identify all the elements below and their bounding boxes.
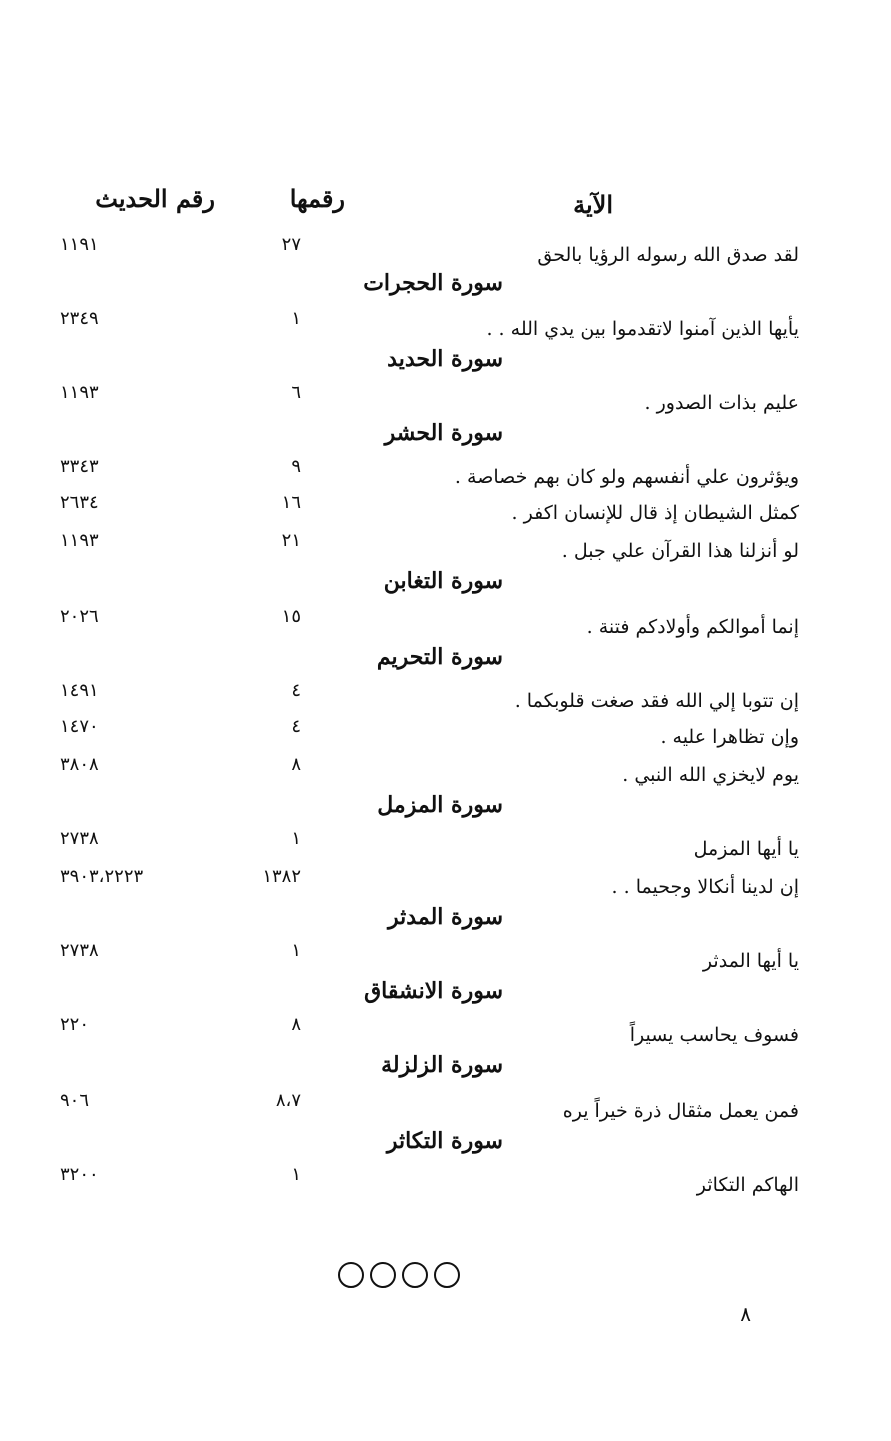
header-hadith-number: رقم الحديث xyxy=(95,184,215,213)
hadith-number: ١٤٧٠ xyxy=(60,716,99,737)
verse-number: ٨ xyxy=(291,1014,301,1035)
surah-heading: سورة التحريم xyxy=(376,644,503,670)
surah-heading: سورة الزلزلة xyxy=(381,1052,503,1078)
index-row xyxy=(0,828,891,868)
verse-text: يأيها الذين آمنوا لاتقدموا بين يدي الله . . xyxy=(486,318,799,340)
surah-heading: سورة الحجرات xyxy=(363,270,503,296)
hadith-number: ٢٣٤٩ xyxy=(60,308,99,329)
surah-heading: سورة الحشر xyxy=(384,420,503,446)
index-row xyxy=(0,530,891,570)
verse-number: ٢٧ xyxy=(281,234,301,255)
surah-heading: سورة المزمل xyxy=(377,792,503,818)
verse-number: ١٣٨٢ xyxy=(262,866,301,887)
surah-heading: سورة التكاثر xyxy=(386,1128,503,1154)
verse-text: يا أيها المزمل xyxy=(693,838,799,860)
verse-text: وإن تظاهرا عليه . xyxy=(660,726,799,748)
index-row xyxy=(0,1090,891,1130)
end-ornament xyxy=(338,1262,460,1288)
verse-text: كمثل الشيطان إذ قال للإنسان اكفر . xyxy=(511,502,799,524)
verse-text: ويؤثرون علي أنفسهم ولو كان بهم خصاصة . xyxy=(454,466,799,488)
verse-text: عليم بذات الصدور . xyxy=(644,392,799,414)
verse-number: ٨ xyxy=(291,754,301,775)
index-row xyxy=(0,456,891,496)
verse-text: لو أنزلنا هذا القرآن علي جبل . xyxy=(561,540,799,562)
index-row xyxy=(0,606,891,646)
verse-text: إن تتوبا إلي الله فقد صغت قلوبكما . xyxy=(514,690,799,712)
index-row xyxy=(0,492,891,532)
verse-number: ١ xyxy=(291,308,301,329)
hadith-number: ٣٩٠٣،٢٢٢٣ xyxy=(60,866,144,887)
index-row xyxy=(0,1164,891,1204)
hadith-number: ١١٩١ xyxy=(60,234,99,255)
verse-text: إنما أموالكم وأولادكم فتنة . xyxy=(586,616,799,638)
index-row xyxy=(0,308,891,348)
verse-number: ٦ xyxy=(291,382,301,403)
verse-number: ١٥ xyxy=(281,606,301,627)
index-row xyxy=(0,940,891,980)
verse-text: لقد صدق الله رسوله الرؤيا بالحق xyxy=(537,244,799,266)
verse-number: ١ xyxy=(291,828,301,849)
surah-heading: سورة التغابن xyxy=(383,568,503,594)
verse-text: فسوف يحاسب يسيراً xyxy=(629,1024,799,1046)
verse-number: ٨،٧ xyxy=(275,1090,301,1111)
hadith-number: ١١٩٣ xyxy=(60,530,99,551)
header-aya: الآية xyxy=(573,190,613,219)
ornament-circle xyxy=(402,1262,428,1288)
verse-text: يا أيها المدثر xyxy=(702,950,799,972)
hadith-number: ١٤٩١ xyxy=(60,680,99,701)
header-verse-number: رقمها xyxy=(289,184,345,213)
index-row xyxy=(0,754,891,794)
verse-number: ٩ xyxy=(291,456,301,477)
hadith-number: ٣٣٤٣ xyxy=(60,456,99,477)
index-row xyxy=(0,382,891,422)
index-row xyxy=(0,234,891,274)
verse-number: ٤ xyxy=(291,716,301,737)
verse-text: فمن يعمل مثقال ذرة خيراً يره xyxy=(562,1100,799,1122)
verse-number: ٢١ xyxy=(281,530,301,551)
ornament-circle xyxy=(370,1262,396,1288)
verse-number: ١٦ xyxy=(281,492,301,513)
ornament-circle xyxy=(338,1262,364,1288)
verse-number: ١ xyxy=(291,1164,301,1185)
surah-heading: سورة المدثر xyxy=(388,904,503,930)
page-number: ٨ xyxy=(740,1302,751,1326)
hadith-number: ٢٠٢٦ xyxy=(60,606,99,627)
hadith-number: ٣٢٠٠ xyxy=(60,1164,99,1185)
index-row xyxy=(0,1014,891,1054)
hadith-number: ٢٧٣٨ xyxy=(60,940,99,961)
index-row xyxy=(0,716,891,756)
verse-text: إن لدينا أنكالا وجحيما . . xyxy=(611,876,799,898)
ornament-circle xyxy=(434,1262,460,1288)
verse-number: ١ xyxy=(291,940,301,961)
verse-number: ٤ xyxy=(291,680,301,701)
hadith-number: ٢٦٣٤ xyxy=(60,492,99,513)
hadith-number: ١١٩٣ xyxy=(60,382,99,403)
surah-heading: سورة الحديد xyxy=(387,346,503,372)
index-row xyxy=(0,866,891,906)
hadith-number: ٣٨٠٨ xyxy=(60,754,99,775)
verse-text: الهاكم التكاثر xyxy=(696,1174,799,1196)
hadith-number: ٢٢٠ xyxy=(60,1014,90,1035)
verse-text: يوم لايخزي الله النبي . xyxy=(622,764,799,786)
index-row xyxy=(0,680,891,720)
surah-heading: سورة الانشقاق xyxy=(364,978,503,1004)
hadith-number: ٩٠٦ xyxy=(60,1090,90,1111)
hadith-number: ٢٧٣٨ xyxy=(60,828,99,849)
